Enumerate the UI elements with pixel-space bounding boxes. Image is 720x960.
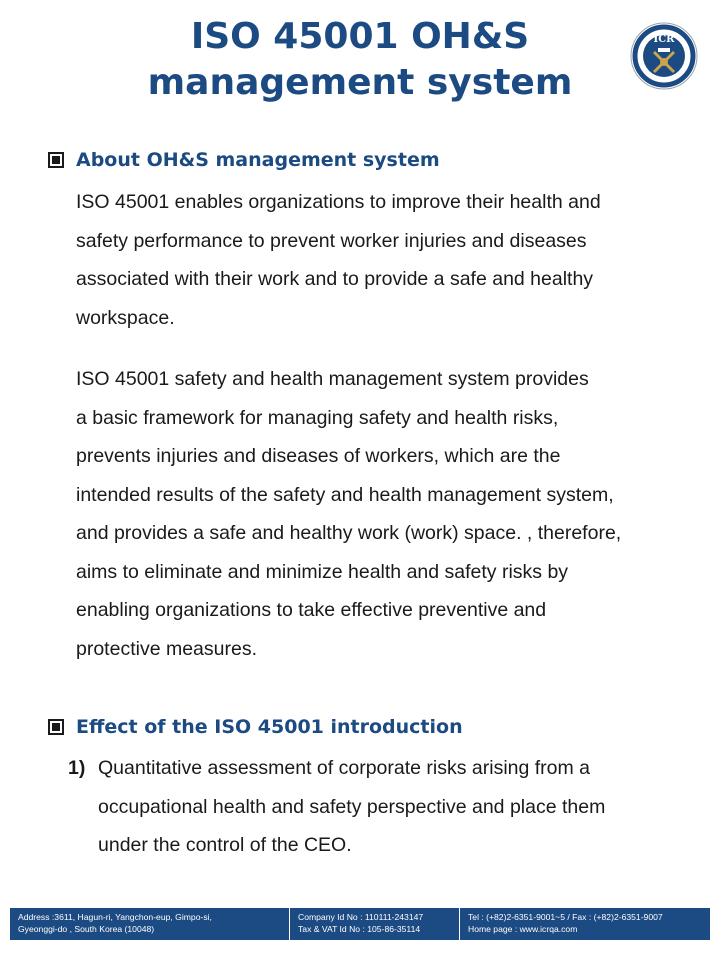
paragraph-line: workspace. [76,306,175,329]
list-item-number: 1) [68,757,86,779]
page-title-line1: ISO 45001 OH&S [190,16,530,57]
section-heading-effect [48,716,463,738]
paragraph-line: associated with their work and to provide a safe and healthy [76,268,594,290]
list-item-line: Quantitative assessment of corporate risks arising from a [98,757,591,779]
paragraph-line: a basic framework for managing safety and health risks, [76,406,559,429]
square-bullet-icon [48,719,64,735]
paragraph-line: and provides a safe and healthy work (work) space. , therefore, [76,522,622,544]
page-title [0,14,720,106]
paragraph-about-1 [76,183,696,337]
logo-text: ICR [653,34,675,45]
paragraph-line: ISO 45001 safety and health management system provides [76,368,589,390]
footer-address-line2: Gyeonggi-do , South Korea (10048) [18,923,155,934]
list-item-line: under the control of the CEO. [98,834,352,856]
footer-contact-line1: Tel : (+82)2-6351-9001~5 / Fax : (+82)2-6351-9007 [468,912,663,922]
footer-address-line1: Address :3611, Hagun-ri, Yangchon-eup, Gimpo-si, [18,912,212,922]
list-item [68,749,698,865]
paragraph-line: prevents injuries and diseases of workers, which are the [76,445,561,467]
footer-bar [10,908,710,940]
footer-contact-line2: Home page : www.icrqa.com [468,923,578,934]
footer-company-ids [290,908,460,940]
square-bullet-icon [48,152,64,168]
paragraph-line: enabling organizations to take effective preventive and [76,599,547,621]
paragraph-line: ISO 45001 enables organizations to improve their health and [76,191,601,213]
section-heading-effect-text: Effect of the ISO 45001 introduction [76,716,463,738]
icr-logo [630,22,698,90]
paragraph-line: protective measures. [76,637,257,660]
footer-contact [460,908,710,940]
list-item-text [98,749,698,865]
page-title-line2: management system [147,62,573,103]
paragraph-line: intended results of the safety and health management system, [76,483,614,506]
section-heading-about-text: About OH&S management system [76,149,440,171]
list-item-line: occupational health and safety perspective and place them [98,795,606,818]
paragraph-line: safety performance to prevent worker injuries and diseases [76,229,587,252]
footer-company-line1: Company Id No : 110111-243147 [298,912,424,922]
footer-company-line2: Tax & VAT Id No : 105-86-35114 [298,923,421,934]
section-heading-about [48,149,440,171]
paragraph-line: aims to eliminate and minimize health and safety risks by [76,560,569,583]
paragraph-about-2 [76,360,696,668]
footer-address [10,908,290,940]
